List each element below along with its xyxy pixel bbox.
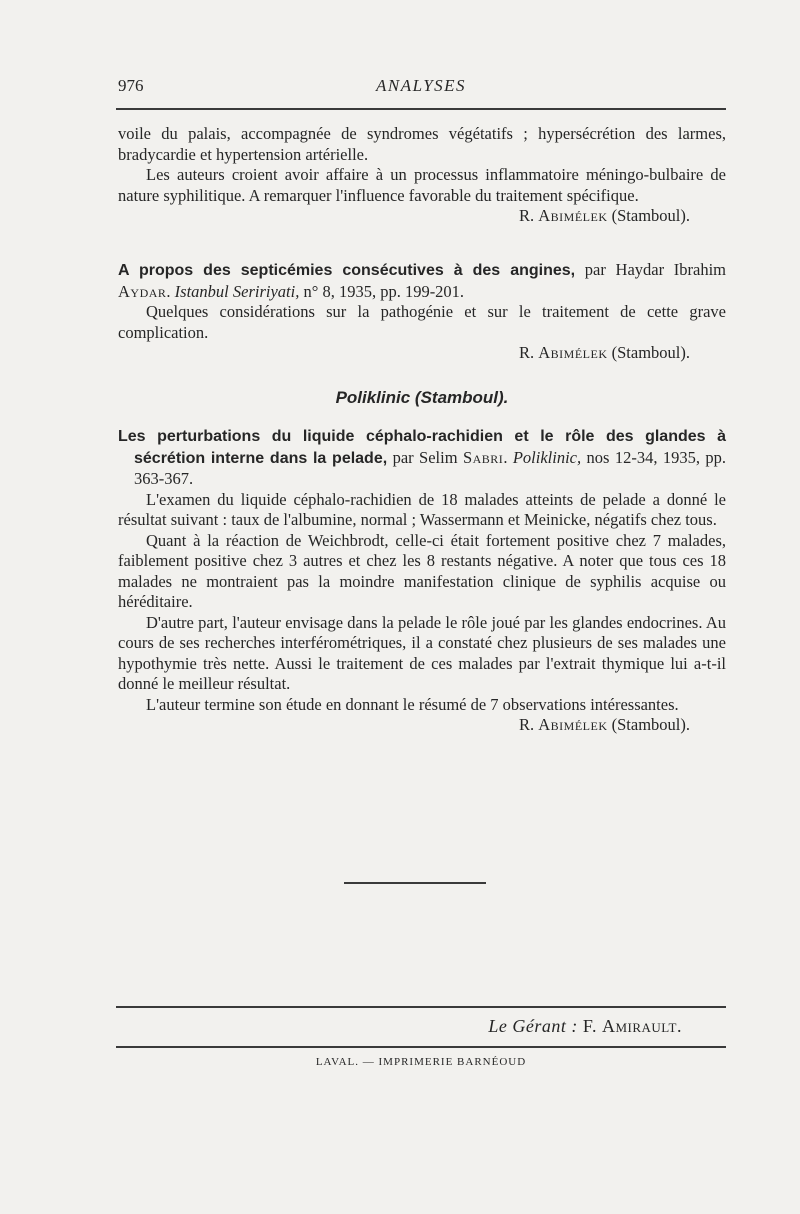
signature-place: (Stamboul). [607, 206, 690, 225]
closing-rule [344, 882, 486, 884]
entry-3-signature [118, 715, 726, 736]
entry-3-paragraph-4: L'auteur termine son étude en donnant le résumé de 7 observations intéressantes. [146, 694, 679, 714]
signature-initial: R. [518, 715, 539, 734]
entry-2-author: Aydar [118, 281, 167, 301]
entry-3-paragraph-3: D'autre part, l'auteur envisage dans la pelade le rôle joué par les glandes endocrines. Au cours de ses recherches interférométriques, il a constaté chez plusieurs de ses malades une hypothymie très nette. Aussi le traitement de ces malades par l'extrait thymique lui a-t-il donné le meilleur résultat. [118, 612, 726, 693]
entry-3-title: Les perturbations du liquide céphalo-rachidien et le rôle des glandes à sécrétion interne dans la pelade, [118, 428, 726, 467]
entry-3-heading [118, 426, 726, 490]
gerant-name: Amirault [601, 1016, 677, 1036]
entry-3-ref: nos 12-34, 1935, pp. 363-367. [134, 447, 727, 488]
entry-3-paragraph-1: L'examen du liquide céphalo-rachidien de 18 malades atteints de pelade a donné le résultat suivant : taux de l'albumine, normal ; Wassermann et Meinicke, négatifs chez tous. [118, 489, 726, 529]
entry-3 [118, 426, 726, 736]
entry-1 [118, 124, 726, 227]
signature-name: Abimélek [538, 715, 608, 734]
signature-place: (Stamboul). [607, 715, 690, 734]
entry-2-paragraph: Quelques considérations sur la pathogénie et sur le traitement de cette grave complication. [118, 302, 726, 342]
header-rule [116, 108, 726, 110]
signature-name: Abimélek [538, 206, 608, 225]
entry-2-signature [118, 343, 726, 364]
gerant-initial: F. [577, 1016, 602, 1036]
entry-3-author: Sabri [462, 447, 504, 467]
page-header [118, 76, 724, 100]
footer-rule-top [116, 1006, 726, 1008]
running-title: ANALYSES [375, 76, 467, 95]
entry-2-journal: Istanbul Seririyati, [174, 281, 300, 301]
signature-initial: R. [518, 206, 539, 225]
entry-2 [118, 260, 726, 364]
signature-initial: R. [518, 343, 539, 362]
page-number: 976 [118, 76, 144, 95]
entry-3-paragraph-2: Quant à la réaction de Weichbrodt, celle-ci était fortement positive chez 7 malades, faiblement positive chez 3 autres et chez les 8 restants négative. A noter que tous ces 18 malades ne montraient pas la moindre manifestation clinique de syphilis acquise ou héréditaire. [118, 530, 726, 611]
section [118, 388, 726, 409]
entry-1-continuation: voile du palais, accompagnée de syndromes végétatifs ; hypersécrétion des larmes, bradycardie et hypertension artérielle. [118, 124, 726, 164]
entry-2-sep: . [166, 281, 175, 301]
entry-3-by: par Selim [387, 447, 463, 467]
signature-name: Abimélek [538, 343, 608, 362]
entry-2-by: par Haydar Ibrahim [575, 260, 727, 279]
entry-2-heading [118, 260, 726, 302]
gerant-end: . [677, 1016, 682, 1036]
printer-imprint: LAVAL. — IMPRIMERIE BARNÉOUD [315, 1056, 527, 1068]
gerant-line [118, 1016, 682, 1037]
entry-1-signature [118, 206, 726, 227]
gerant-label: Le Gérant : [488, 1016, 578, 1036]
entry-1-paragraph: Les auteurs croient avoir affaire à un processus inflammatoire méningo-bulbaire de nature syphilitique. A remarquer l'influence favorable du traitement spécifique. [118, 165, 726, 205]
entry-2-ref: n° 8, 1935, pp. 199-201. [299, 281, 465, 301]
section-title: Poliklinic (Stamboul). [335, 388, 509, 407]
entry-3-sep: . [503, 447, 513, 467]
footer-rule-bottom [116, 1046, 726, 1048]
entry-2-title: A propos des septicémies consécutives à des angines, [118, 262, 576, 279]
entry-3-journal: Poliklinic, [512, 447, 582, 467]
signature-place: (Stamboul). [607, 343, 690, 362]
